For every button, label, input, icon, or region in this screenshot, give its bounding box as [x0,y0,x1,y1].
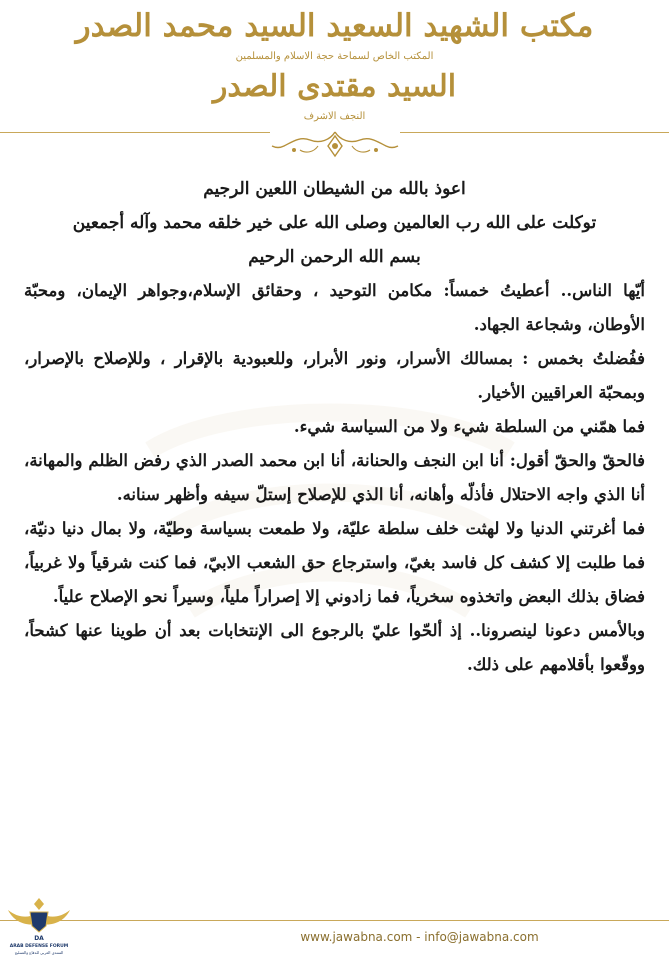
paragraph: وبالأمس دعونا لينصرونا.. إذ ألحّوا عليّ بالرجوع الى الإنتخابات بعد أن طوينا عنها كشحاً، ووقّعوا بأقلامهم على ذلك. [24,621,645,674]
badge-initials: DA [34,935,44,942]
ornament-icon [270,126,400,160]
forum-badge-icon [4,896,74,956]
basmala-line: بسم الله الرحمن الرحيم [248,247,421,267]
badge-forum-name-arabic: المنتدى العربي للدفاع والتسليح [14,950,64,955]
invocation-line: توكلت على الله رب العالمين وصلى الله على خير خلقه محمد وآله أجمعين [72,213,597,233]
paragraph: أيّها الناس.. أعطيتُ خمساً: مكامن التوحيد ، وحقائق الإسلام،وجواهر الإيمان، ومحبّة الأوطان، وشجاعة الجهاد. [24,281,645,334]
footer-divider [0,920,669,921]
letter-body [24,168,645,682]
city-name: النجف الاشرف [303,111,366,122]
paragraph: فما أغرتني الدنيا ولا لهثت خلف سلطة عليّة، ولا طمعت بسياسة وطيّة، ولا بمال دنيا دنيّة، فما طلبت إلا كشف كل فاسد بغيّ، واسترجاع حق الشعب الابيّ، فما كنت شرقياً ولا غربياً، فضاق بذلك البعض واتخذوه سخرياً، فما زادوني إلا إصراراً ملياً، وسيراً نحو الإصلاح علياً. [24,519,645,606]
paragraph: فما همّني من السلطة شيء ولا من السياسة شيء. [293,417,645,436]
badge-forum-name: ARAB DEFENSE FORUM [9,944,69,949]
paragraph: ففُضلتُ بخمس : بمسالك الأسرار، ونور الأبرار، وللعبودية بالإقرار ، وللإصلاح بالإصرار، وبمحبّة العراقيين الأخيار. [24,349,645,402]
office-subtitle: المكتب الخاص لسماحة حجة الاسلام والمسلمين [235,51,434,62]
opening-line: اعوذ بالله من الشيطان اللعين الرجيم [203,179,466,199]
paragraph: فالحقّ والحقّ أقول: أنا ابن النجف والحنانة، أنا ابن محمد الصدر الذي رفض الظلم والمهانة، أنا الذي واجه الاحتلال فأذلّه وأهانه، أنا الذي للإصلاح إستلّ سيفه وأظهر سنانه. [24,451,645,504]
sayyid-name: السيد مقتدى الصدر [212,69,457,104]
office-title: مكتب الشهيد السعيد السيد محمد الصدر [75,8,594,44]
footer-contact: www.jawabna.com - info@jawabna.com [300,930,539,944]
